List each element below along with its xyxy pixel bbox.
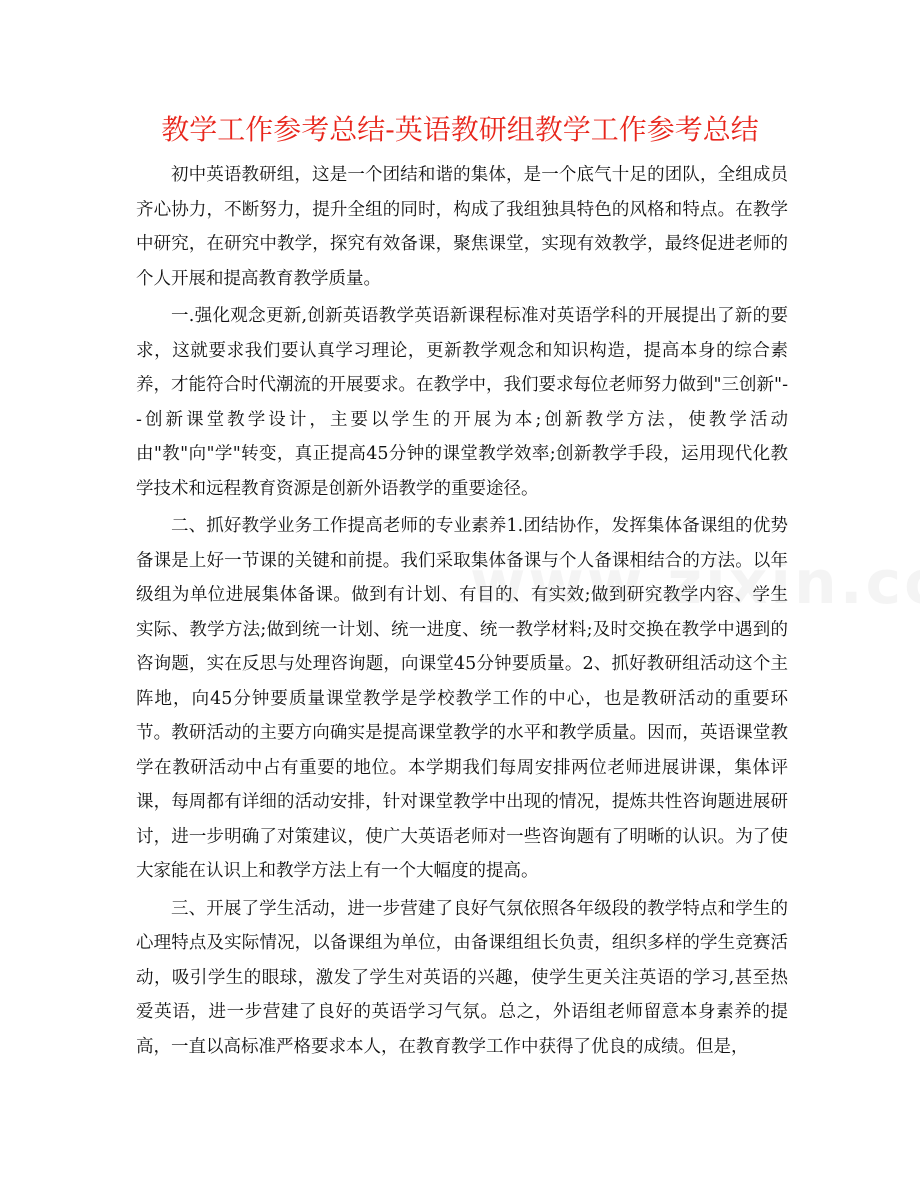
- paragraph-section-1: 一.强化观念更新,创新英语教学英语新课程标准对英语学科的开展提出了新的要求，这就要求我们要认真学习理论，更新教学观念和知识构造，提高本身的综合素养，才能符合时代潮流的开展要求。在教学中，我们要求每位老师努力做到"三创新"--创新课堂教学设计，主要以学生的开展为本;创新教学方法，使教学活动由"教"向"学"转变，真正提高45分钟的课堂教学效率;创新教学手段，运用现代化教学技术和远程教育资源是创新外语教学的重要途径。: [136, 306, 789, 499]
- paragraph-section-3: 三、开展了学生活动，进一步营建了良好气氛依照各年级段的教学特点和学生的心理特点及实际情况，以备课组为单位，由备课组组长负责，组织多样的学生竞赛活动，吸引学生的眼球，激发了学生对英语的兴趣，使学生更关注英语的学习,甚至热爱英语，进一步营建了良好的英语学习气氛。总之，外语组老师留意本身素养的提高，一直以高标准严格要求本人，在教育教学工作中获得了优良的成绩。但是，: [136, 898, 788, 1057]
- paragraph-section-2: 二、抓好教学业务工作提高老师的专业素养1.团结协作，发挥集体备课组的优势备课是上好一节课的关键和前提。我们采取集体备课与个人备课相结合的方法。以年级组为单位进展集体备课。做到有计划、有目的、有实效;做到研究教学内容、学生实际、教学方法;做到统一计划、统一进度、统一教学材料;及时交换在教学中遇到的咨询题，实在反思与处理咨询题，向课堂45分钟要质量。2、抓好教研组活动这个主阵地，向45分钟要质量课堂教学是学校教学工作的中心，也是教研活动的重要环节。教研活动的主要方向确实是提高课堂教学的水平和教学质量。因而，英语课堂教学在教研活动中占有重要的地位。本学期我们每周安排两位老师进展讲课，集体评课，每周都有详细的活动安排，针对课堂教学中出现的情况，提炼共性咨询题进展研讨，进一步明确了对策建议，使广大英语老师对一些咨询题有了明晰的认识。为了使大家能在认识上和教学方法上有一个大幅度的提高。: [136, 516, 788, 881]
- paragraph-intro: 初中英语教研组，这是一个团结和谐的集体，是一个底气十足的团队，全组成员齐心协力，不断努力，提升全组的同时，构成了我组独具特色的风格和特点。在教学中研究，在研究中教学，探究有效备课，聚焦课堂，实现有效教学，最终促进老师的个人开展和提高教育教学质量。: [136, 165, 788, 289]
- document-body: [136, 158, 788, 1067]
- document-title: 教学工作参考总结-英语教研组教学工作参考总结: [161, 113, 759, 146]
